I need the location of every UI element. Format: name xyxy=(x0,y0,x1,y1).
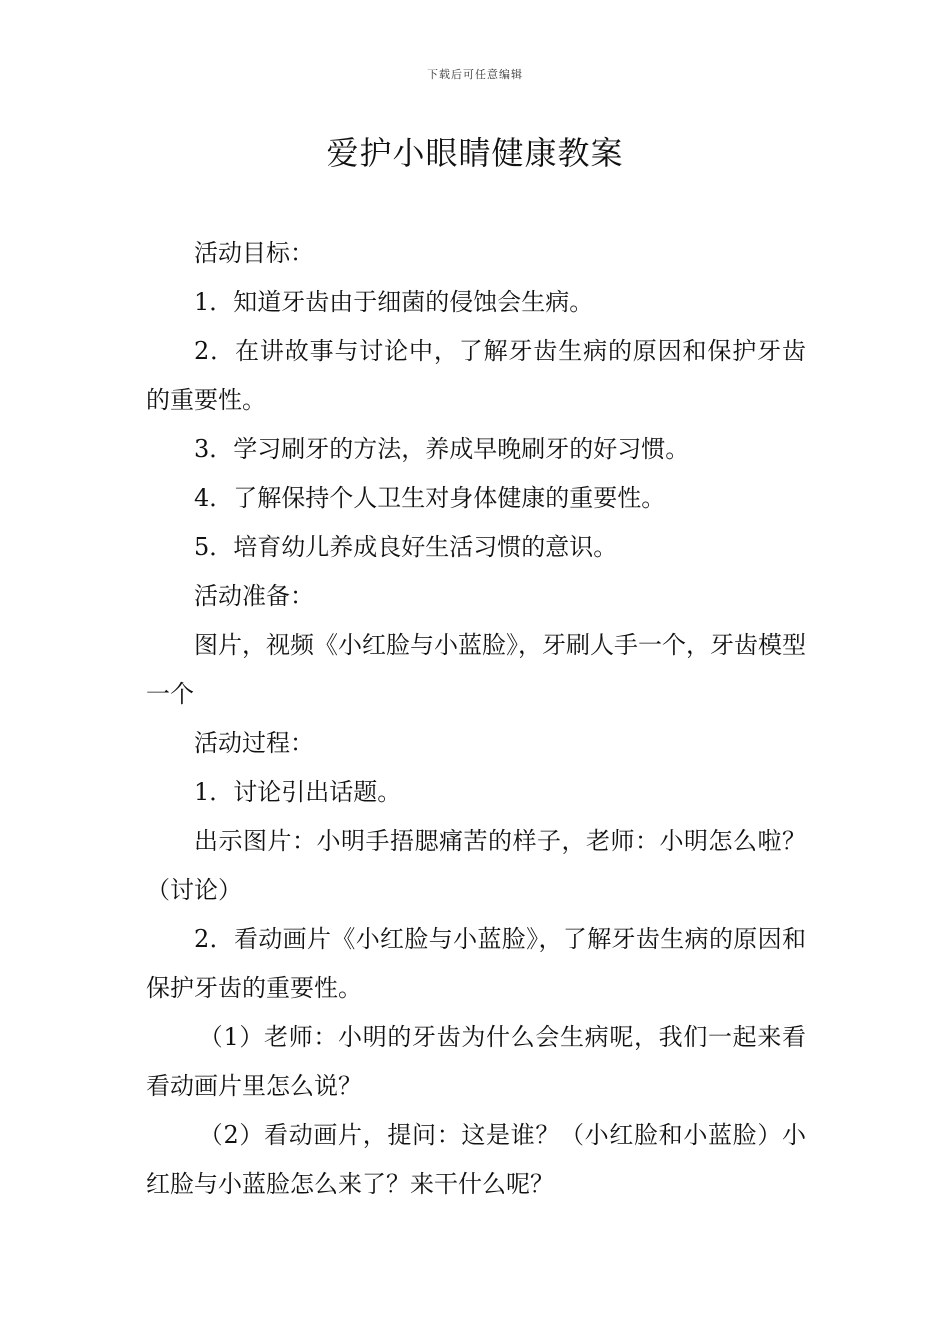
paragraph-substep-2: （2）看动画片，提问：这是谁？（小红脸和小蓝脸）小红脸与小蓝脸怎么来了？来干什么呢？ xyxy=(146,1121,806,1198)
paragraph-process-step-2: 2．看动画片《小红脸与小蓝脸》，了解牙齿生病的原因和保护牙齿的重要性。 xyxy=(146,925,806,1002)
header-note: 下载后可任意编辑 xyxy=(427,68,523,81)
paragraph-show-picture: 出示图片：小明手捂腮痛苦的样子，老师：小明怎么啦？（讨论） xyxy=(146,827,806,904)
document-title: 爱护小眼睛健康教案 xyxy=(326,134,624,172)
paragraph-preparation-heading: 活动准备： xyxy=(194,582,314,610)
paragraph-process-step-1: 1．讨论引出话题。 xyxy=(194,778,402,806)
paragraph-objective-3: 3．学习刷牙的方法，养成早晚刷牙的好习惯。 xyxy=(194,435,690,463)
paragraph-substep-1: （1）老师：小明的牙齿为什么会生病呢，我们一起来看看动画片里怎么说？ xyxy=(146,1023,806,1100)
document-body xyxy=(146,229,806,1209)
paragraph-objective-5: 5．培育幼儿养成良好生活习惯的意识。 xyxy=(194,533,618,561)
paragraph-preparation-materials: 图片，视频《小红脸与小蓝脸》，牙刷人手一个，牙齿模型一个 xyxy=(146,631,806,708)
paragraph-objective-1: 1．知道牙齿由于细菌的侵蚀会生病。 xyxy=(194,288,594,316)
paragraph-process-heading: 活动过程： xyxy=(194,729,314,757)
paragraph-objective-2: 2．在讲故事与讨论中，了解牙齿生病的原因和保护牙齿的重要性。 xyxy=(146,337,806,414)
paragraph-objective-4: 4．了解保持个人卫生对身体健康的重要性。 xyxy=(194,484,666,512)
paragraph-objectives-heading: 活动目标： xyxy=(194,239,314,267)
